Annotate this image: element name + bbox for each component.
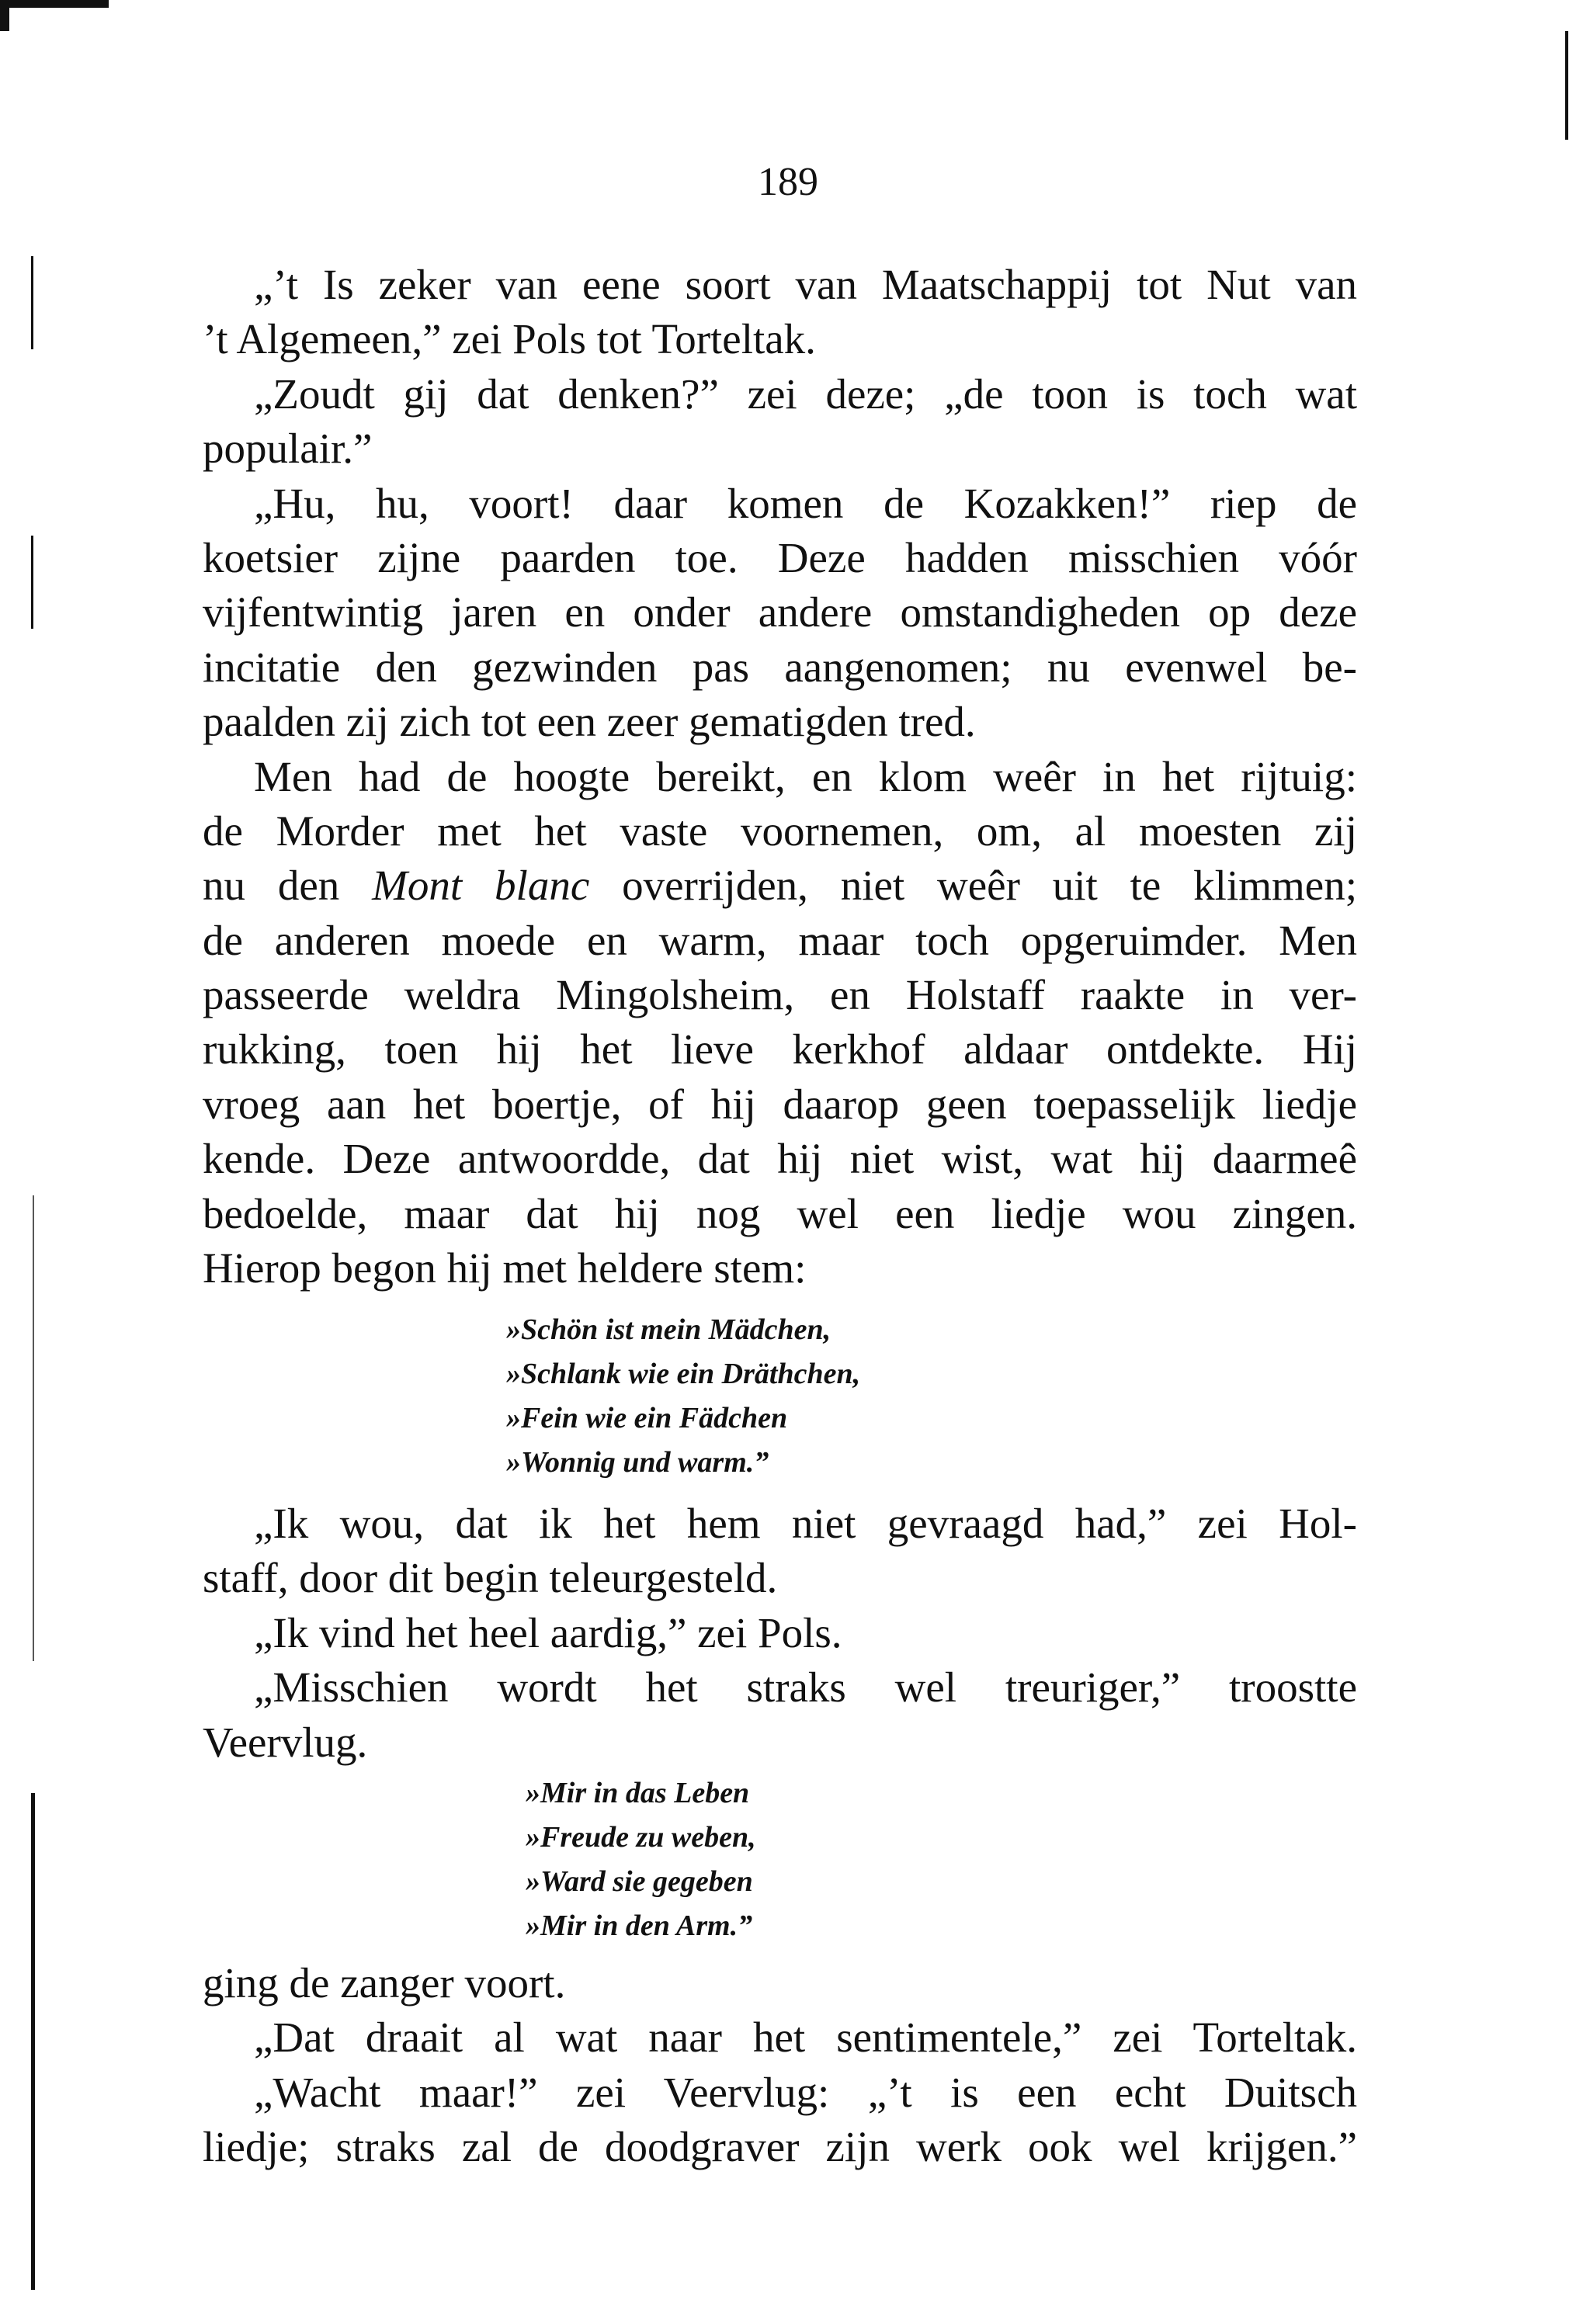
scan-corner-mark xyxy=(0,0,9,31)
scan-edge-line xyxy=(31,536,33,629)
text-span: overrijden, niet weêr uit te klimmen; xyxy=(589,862,1357,910)
text-line: Veervlug. xyxy=(203,1718,368,1766)
verse-line: »Mir in das Leben xyxy=(526,1777,750,1809)
text-line: Men had de hoogte bereikt, en klom weêr in het rijtuig: xyxy=(254,752,1357,800)
text-line: „Dat draait al wat naar het sentimentele,” zei Torteltak. xyxy=(254,2014,1357,2062)
scan-corner-mark xyxy=(0,0,109,8)
text-line: vijfentwintig jaren en onder andere omstandigheden op deze xyxy=(203,588,1357,636)
text-line: „Wacht maar!” zei Veervlug: „’t is een echt Duitsch xyxy=(254,2068,1357,2116)
text-line: de Morder met het vaste voornemen, om, al moesten zij xyxy=(203,806,1357,855)
text-line: Hierop begon hij met heldere stem: xyxy=(203,1244,807,1292)
verse-line: »Ward sie gegeben xyxy=(526,1865,753,1898)
text-line: bedoelde, maar dat hij nog wel een liedje wou zingen. xyxy=(203,1189,1357,1237)
italic-title: Mont blanc xyxy=(372,862,590,910)
text-line: „Hu, hu, voort! daar komen de Kozakken!” riep de xyxy=(254,479,1357,527)
text-line xyxy=(203,858,1357,913)
text-span: nu den xyxy=(203,862,373,910)
prose-block-1 xyxy=(203,258,1357,1296)
verse-line: »Wonnig und warm.” xyxy=(506,1446,769,1479)
verse-line: »Schön ist mein Mädchen, xyxy=(506,1313,831,1346)
verse-line: »Freude zu weben, xyxy=(526,1821,756,1854)
text-line: ging de zanger voort. xyxy=(203,1959,566,2007)
text-line: staff, door dit begin teleurgesteld. xyxy=(203,1554,778,1602)
song-verse-1 xyxy=(506,1308,860,1485)
scan-edge-line xyxy=(31,256,33,349)
text-line: incitatie den gezwinden pas aangenomen; nu evenwel be- xyxy=(203,643,1357,691)
verse-line: »Mir in den Arm.” xyxy=(526,1909,753,1942)
prose-block-2 xyxy=(203,1497,1357,1770)
text-line: kende. Deze antwoordde, dat hij niet wist, wat hij daarmeê xyxy=(203,1135,1357,1183)
prose-block-3 xyxy=(203,1956,1357,2175)
text-line: ’t Algemeen,” zei Pols tot Torteltak. xyxy=(203,315,816,363)
scan-edge-line xyxy=(31,1793,35,2290)
text-line: paalden zij zich tot een zeer gematigden tred. xyxy=(203,698,976,746)
text-line: „Misschien wordt het straks wel treuriger,” troostte xyxy=(254,1663,1357,1712)
verse-line: »Schlank wie ein Dräthchen, xyxy=(506,1358,861,1390)
text-line: liedje; straks zal de doodgraver zijn werk ook wel krijgen.” xyxy=(203,2123,1357,2171)
text-line: koetsier zijne paarden toe. Deze hadden misschien vóór xyxy=(203,533,1357,581)
text-line: rukking, toen hij het lieve kerkhof aldaar ontdekte. Hij xyxy=(203,1025,1357,1074)
text-line: „Ik wou, dat ik het hem niet gevraagd had,” zei Hol- xyxy=(254,1500,1357,1547)
text-line: „Ik vind het heel aardig,” zei Pols. xyxy=(254,1608,842,1656)
text-line: de anderen moede en warm, maar toch opgeruimder. Men xyxy=(203,916,1357,964)
text-line: passeerde weldra Mingolsheim, en Holstaff raakte in ver- xyxy=(203,971,1357,1019)
song-verse-2 xyxy=(526,1771,756,1948)
text-line: „Zoudt gij dat denken?” zei deze; „de toon is toch wat xyxy=(254,369,1357,418)
text-line: „’t Is zeker van eene soort van Maatschappij tot Nut van xyxy=(254,261,1357,308)
text-line: vroeg aan het boertje, of hij daarop geen toepasselijk liedje xyxy=(203,1080,1357,1128)
scan-edge-line xyxy=(1565,31,1568,140)
scan-edge-line xyxy=(33,1195,34,1661)
page-number: 189 xyxy=(758,160,818,204)
verse-line: »Fein wie ein Fädchen xyxy=(506,1402,788,1434)
text-line: populair.” xyxy=(203,425,373,473)
